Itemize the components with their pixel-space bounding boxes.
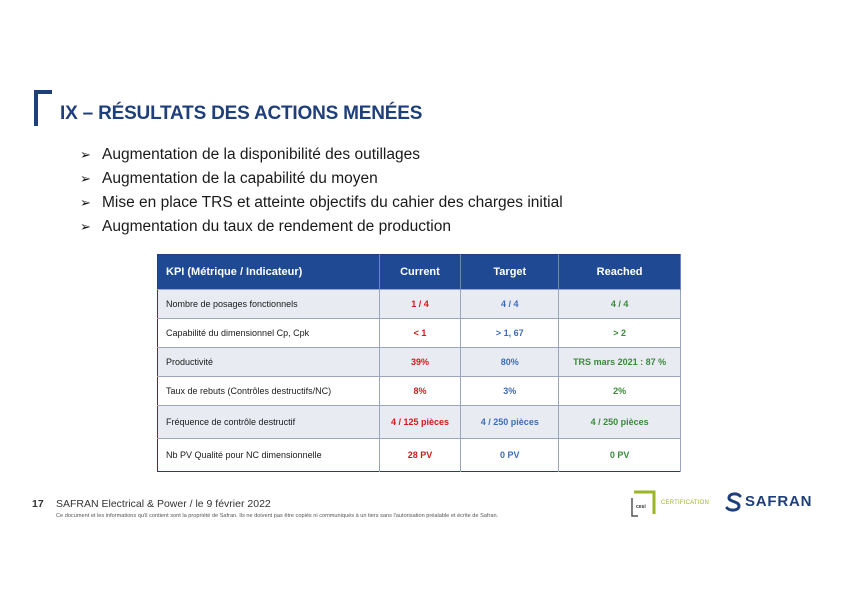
- reached-value: > 2: [559, 319, 681, 348]
- target-value: > 1, 67: [461, 319, 559, 348]
- kpi-label: Taux de rebuts (Contrôles destructifs/NC): [158, 377, 380, 406]
- current-value: 28 PV: [379, 439, 461, 472]
- table-row: [158, 377, 681, 406]
- table-row: [158, 319, 681, 348]
- bullet-list: [80, 143, 563, 239]
- target-value: 4 / 4: [461, 290, 559, 319]
- arrow-bullet-icon: ➢: [80, 171, 91, 186]
- kpi-label: Capabilité du dimensionnel Cp, Cpk: [158, 319, 380, 348]
- current-value: 4 / 125 pièces: [379, 406, 461, 439]
- kpi-label: Nombre de posages fonctionnels: [158, 290, 380, 319]
- page-title: IX – RÉSULTATS DES ACTIONS MENÉES: [60, 103, 423, 124]
- kpi-label: Fréquence de contrôle destructif: [158, 406, 380, 439]
- current-value: 8%: [379, 377, 461, 406]
- reached-value: 0 PV: [559, 439, 681, 472]
- header-current: Current: [379, 255, 461, 290]
- target-value: 4 / 250 pièces: [461, 406, 559, 439]
- title-bracket-decoration: [34, 90, 52, 126]
- header-reached: Reached: [559, 255, 681, 290]
- target-value: 3%: [461, 377, 559, 406]
- target-value: 0 PV: [461, 439, 559, 472]
- arrow-bullet-icon: ➢: [80, 195, 91, 210]
- page-number: 17: [32, 498, 44, 510]
- reached-value: 2%: [559, 377, 681, 406]
- table-row: [158, 290, 681, 319]
- reached-value: 4 / 4: [559, 290, 681, 319]
- footer-legal-notice: Ce document et les informations qu'il contient sont la propriété de Safran. Ils ne doivent pas être copiés ni communiqués à un tiers sans l'autorisation préalable et écrite de Safran.: [56, 513, 499, 519]
- safran-s-icon: [725, 492, 743, 512]
- reached-value: 4 / 250 pièces: [559, 406, 681, 439]
- bullet-item: ➢ Augmentation de la capabilité du moyen: [80, 167, 563, 191]
- cesi-wordmark: cesi: [636, 504, 646, 510]
- header-kpi: KPI (Métrique / Indicateur): [158, 255, 380, 290]
- cesi-certification-label: CERTIFICATION: [661, 500, 710, 506]
- bullet-item: ➢ Mise en place TRS et atteinte objectifs du cahier des charges initial: [80, 191, 563, 215]
- table-row: [158, 348, 681, 377]
- bullet-item: ➢ Augmentation de la disponibilité des outillages: [80, 143, 563, 167]
- bullet-item: ➢ Augmentation du taux de rendement de production: [80, 215, 563, 239]
- reached-value: TRS mars 2021 : 87 %: [559, 348, 681, 377]
- table-row: [158, 439, 681, 472]
- header-target: Target: [461, 255, 559, 290]
- arrow-bullet-icon: ➢: [80, 147, 91, 162]
- current-value: 39%: [379, 348, 461, 377]
- kpi-label: Productivité: [158, 348, 380, 377]
- arrow-bullet-icon: ➢: [80, 219, 91, 234]
- table-header-row: [158, 255, 681, 290]
- current-value: < 1: [379, 319, 461, 348]
- footer-text: SAFRAN Electrical & Power / le 9 février 2022: [56, 498, 271, 510]
- kpi-table: [157, 254, 681, 472]
- safran-logo: SAFRAN: [745, 493, 813, 510]
- kpi-label: Nb PV Qualité pour NC dimensionnelle: [158, 439, 380, 472]
- target-value: 80%: [461, 348, 559, 377]
- table-row: [158, 406, 681, 439]
- current-value: 1 / 4: [379, 290, 461, 319]
